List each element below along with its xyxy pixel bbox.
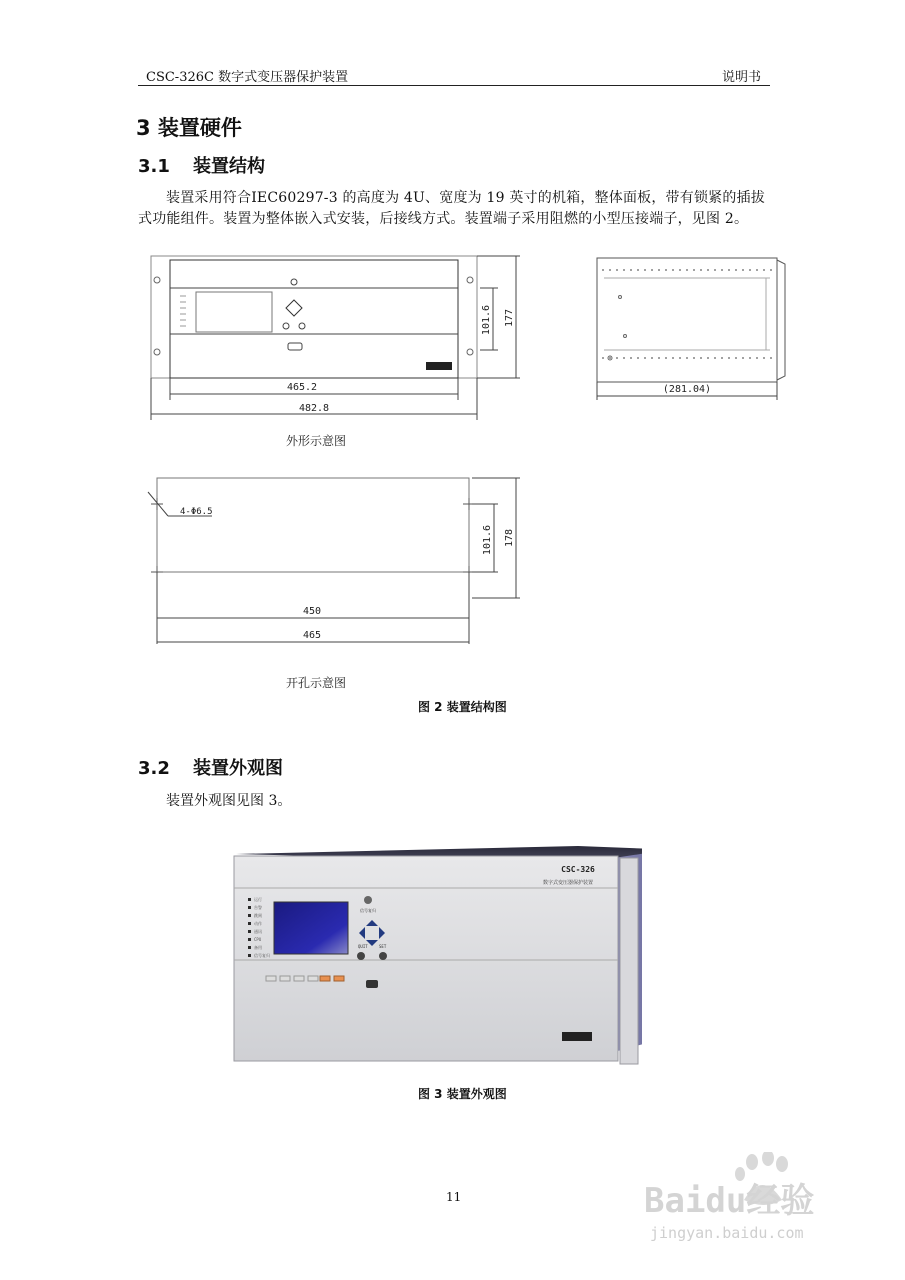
outline-drawing-label: 外形示意图 [286, 434, 347, 448]
section-3-1-paragraph: 装置采用符合IEC60297-3 的高度为 4U、宽度为 19 英寸的机箱，整体面板，带有锁紧的插拔式功能组件。装置为整体嵌入式安装，后接线方式。装置端子采用阻燃的小型压接端子，见图 2。 [138, 190, 765, 227]
dim-101-6: 101.6 [481, 304, 492, 336]
section-3-2-title: 装置外观图 [193, 758, 283, 779]
paw-logo-icon [640, 1152, 850, 1252]
section-3-heading: 3 装置硬件 [136, 116, 242, 140]
hole-label: 4-Φ6.5 [180, 507, 213, 517]
watermark-brand: Baidu经验 [644, 1181, 815, 1221]
led-label-1: 运行 [254, 897, 262, 902]
cutout-dim-101-6: 101.6 [482, 524, 493, 556]
section-3-2-paragraph: 装置外观图见图 3。 [166, 793, 292, 809]
device-subtitle: 数字式变压器保护装置 [542, 880, 594, 886]
reset-label: 信号复归 [360, 908, 376, 913]
header-rule [138, 85, 770, 86]
section-3-2-heading [138, 754, 283, 780]
led-label-6: CPU [254, 937, 262, 942]
led-label-3: 跳闸 [254, 913, 262, 918]
watermark-url: jingyan.baidu.com [650, 1224, 804, 1242]
dim-465-2: 465.2 [286, 382, 318, 393]
device-photo [218, 842, 642, 1070]
led-label-4: 动作 [254, 921, 262, 926]
dim-281-04: (281.04) [662, 384, 712, 395]
device-model: CSC-326 [561, 865, 595, 874]
section-3-2-number: 3.2 [138, 758, 170, 779]
dim-178: 178 [504, 528, 515, 548]
section-3-1-number: 3.1 [138, 156, 170, 177]
cutout-drawing [140, 472, 540, 652]
section-3-1-title: 装置结构 [193, 156, 265, 177]
page-number: 11 [446, 1190, 462, 1204]
header-title: CSC-326C 数字式变压器保护装置 [146, 70, 349, 85]
set-label: SET [379, 944, 387, 949]
figure-2-caption: 图 2 装置结构图 [418, 700, 507, 714]
header-doc-type: 说明书 [722, 70, 762, 85]
quit-label: QUIT [358, 944, 368, 949]
dim-450: 450 [302, 606, 322, 617]
dim-482-8: 482.8 [298, 403, 330, 414]
outline-drawing [140, 252, 800, 427]
led-label-8: 信号复归 [254, 953, 270, 958]
cutout-drawing-label: 开孔示意图 [286, 676, 347, 690]
section-3-1-heading [138, 152, 265, 178]
dim-465: 465 [302, 630, 322, 641]
figure-3-caption: 图 3 装置外观图 [418, 1087, 507, 1101]
led-label-7: 备用 [254, 945, 262, 950]
baidu-watermark [640, 1152, 850, 1252]
led-label-5: 通讯 [254, 929, 262, 934]
dim-177: 177 [504, 308, 515, 328]
led-label-2: 告警 [254, 905, 262, 910]
